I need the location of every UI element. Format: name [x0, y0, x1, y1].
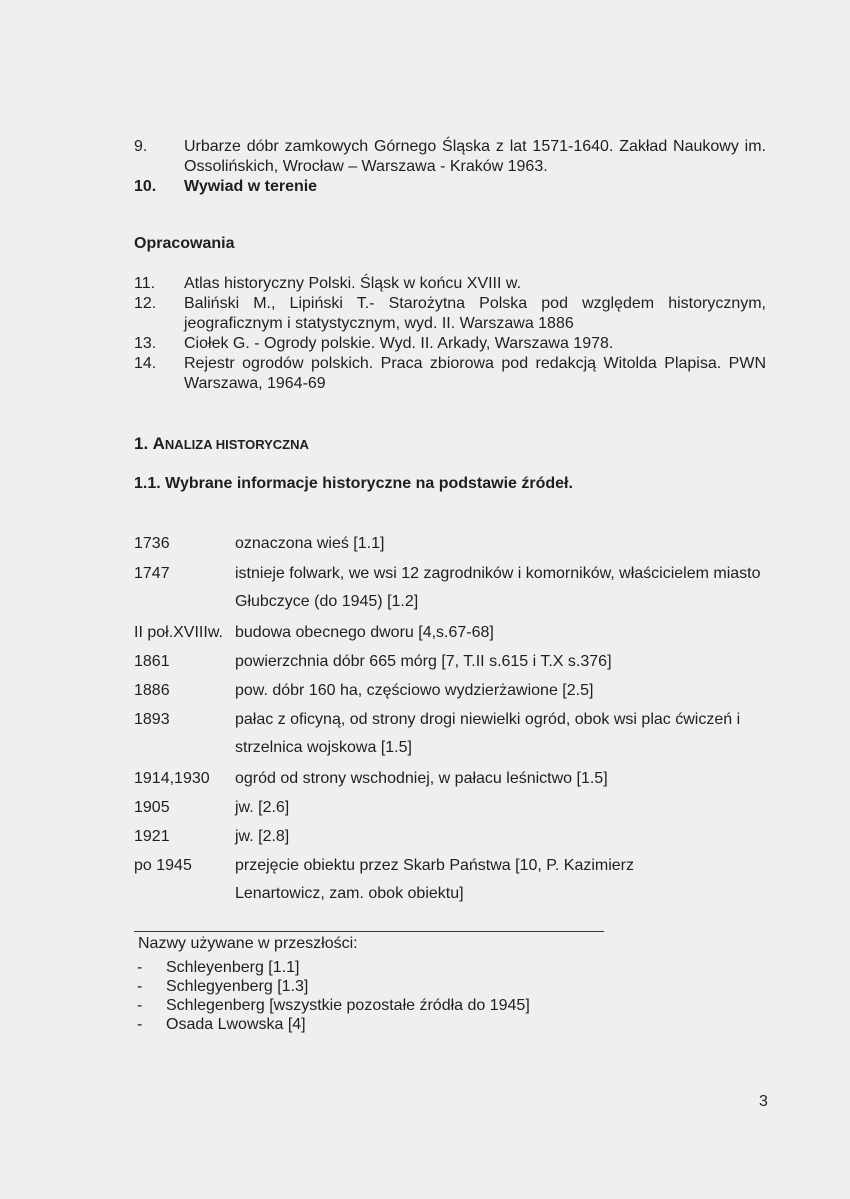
section-number: 1. — [134, 434, 149, 453]
chronology-desc: jw. [2.8] — [235, 828, 290, 845]
footnote-divider — [134, 931, 604, 932]
source-item-number: 10. — [134, 178, 157, 195]
list-dash: - — [137, 1016, 143, 1033]
chronology-desc: jw. [2.6] — [235, 799, 290, 816]
chronology-year: 1914,1930 — [134, 770, 210, 787]
opracowania-item-number: 13. — [134, 335, 157, 352]
list-dash: - — [137, 978, 143, 995]
chronology-desc: pow. dóbr 160 ha, częściowo wydzierżawione [2.5] — [235, 682, 594, 699]
former-name-label: Schlegenberg [wszystkie pozostałe źródła do 1945] — [166, 997, 530, 1014]
chronology-year: II poł.XVIIIw. — [134, 624, 223, 641]
source-item-text: Wywiad w terenie — [184, 178, 318, 195]
list-dash: - — [137, 997, 143, 1014]
chronology-year: po 1945 — [134, 857, 192, 874]
chronology-year: 1893 — [134, 711, 170, 728]
former-name-label: Schlegyenberg [1.3] — [166, 978, 309, 995]
chronology-year: 1921 — [134, 828, 170, 845]
chronology-year: 1905 — [134, 799, 170, 816]
subsection-heading: 1.1. Wybrane informacje historyczne na podstawie źródeł. — [134, 475, 573, 492]
opracowania-item-text: Atlas historyczny Polski. Śląsk w końcu XVIII w. — [184, 275, 522, 292]
chronology-desc: istnieje folwark, we wsi 12 zagrodników i komorników, właścicielem miasto Głubczyce (do 1945) [1.2] — [235, 565, 761, 610]
opracowania-item-text: Rejestr ogrodów polskich. Praca zbiorowa pod redakcją Witolda Plapisa. PWN Warszawa, 1964-69 — [184, 355, 766, 392]
former-name-label: Schleyenberg [1.1] — [166, 959, 300, 976]
chronology-desc: powierzchnia dóbr 665 mórg [7, T.II s.615 i T.X s.376] — [235, 653, 612, 670]
chronology-desc: ogród od strony wschodniej, w pałacu leśnictwo [1.5] — [235, 770, 608, 787]
chronology-desc: oznaczona wieś [1.1] — [235, 535, 385, 552]
chronology-desc: pałac z oficyną, od strony drogi niewielki ogród, obok wsi plac ćwiczeń i strzelnica wojskowa [1.5] — [235, 711, 741, 756]
opracowania-item-number: 14. — [134, 355, 157, 372]
section-title-initial: A — [152, 434, 165, 453]
opracowania-item-text: Baliński M., Lipiński T.- Starożytna Polska pod względem historycznym, jeograficznym i statystycznym, wyd. II. Warszawa 1886 — [184, 295, 766, 332]
former-name-label: Osada Lwowska [4] — [166, 1016, 306, 1033]
chronology-year: 1886 — [134, 682, 170, 699]
chronology-desc: budowa obecnego dworu [4,s.67-68] — [235, 624, 494, 641]
opracowania-item-text: Ciołek G. - Ogrody polskie. Wyd. II. Arkady, Warszawa 1978. — [184, 335, 614, 352]
chronology-year: 1736 — [134, 535, 170, 552]
chronology-year: 1861 — [134, 653, 170, 670]
opracowania-heading: Opracowania — [134, 235, 235, 252]
source-item-text: Urbarze dóbr zamkowych Górnego Śląska z lat 1571-1640. Zakład Naukowy im. Ossolińskich, Wrocław – Warszawa - Kraków 1963. — [184, 138, 766, 175]
opracowania-item-number: 12. — [134, 295, 157, 312]
chronology-year: 1747 — [134, 565, 170, 582]
section-title-rest: NALIZA HISTORYCZNA — [164, 437, 309, 452]
opracowania-item-number: 11. — [134, 275, 156, 292]
page-number: 3 — [759, 1093, 768, 1110]
section-heading — [134, 434, 309, 454]
list-dash: - — [137, 959, 143, 976]
former-names-title: Nazwy używane w przeszłości: — [138, 935, 358, 952]
chronology-desc: przejęcie obiektu przez Skarb Państwa [10, P. Kazimierz Lenartowicz, zam. obok obiektu] — [235, 857, 635, 902]
source-item-number: 9. — [134, 138, 148, 155]
